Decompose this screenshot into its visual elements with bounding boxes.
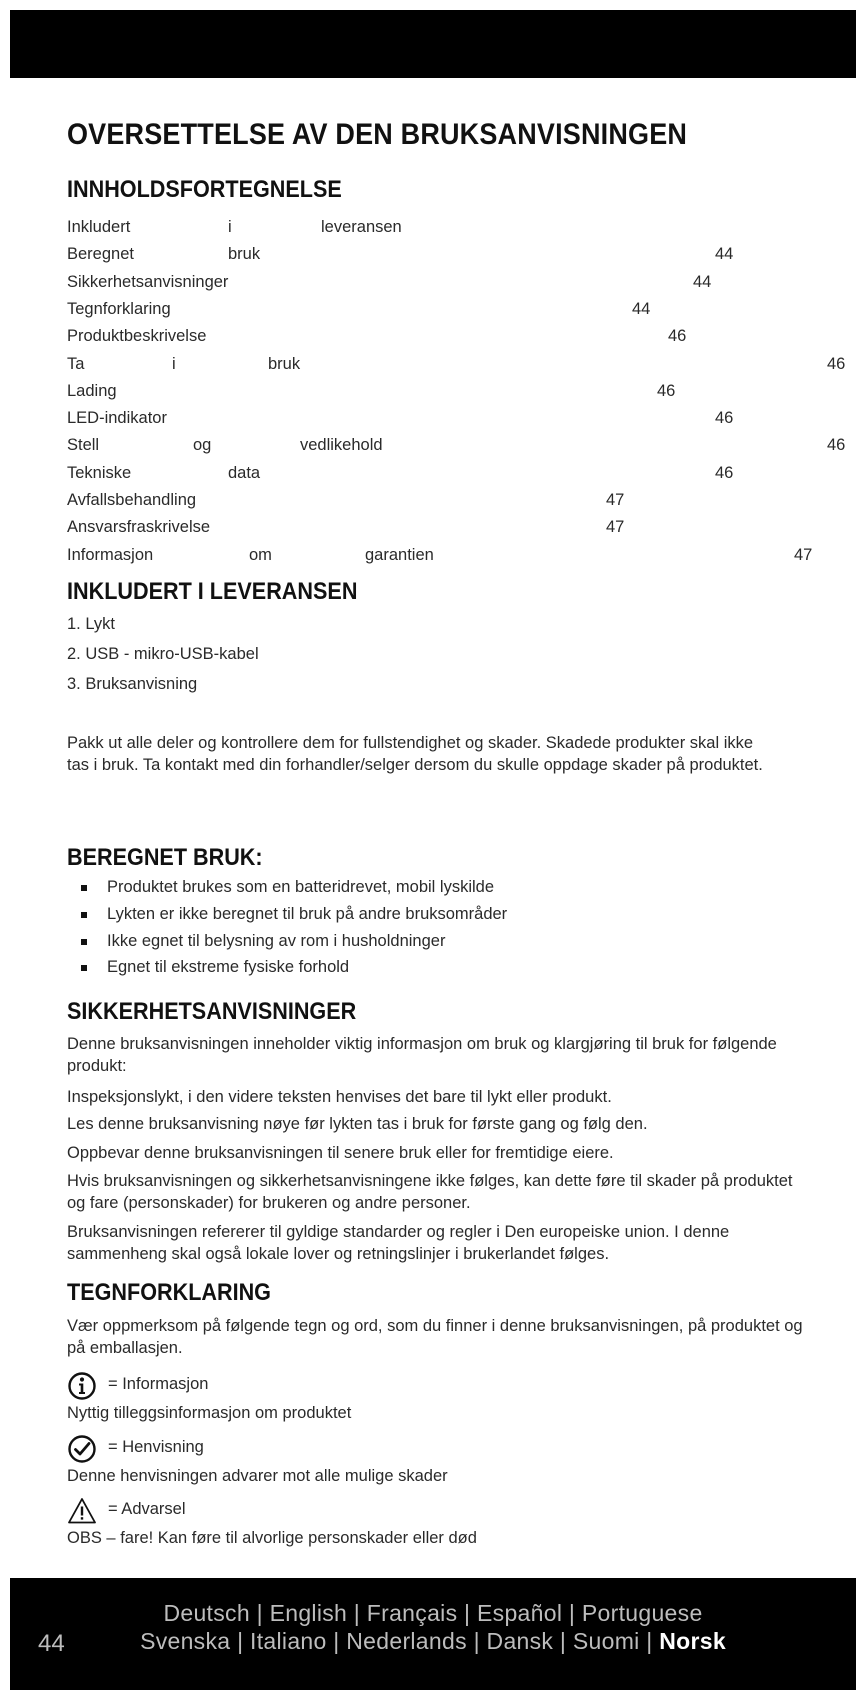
toc-page-number: 46 [657,381,676,400]
toc-row [67,546,866,568]
toc-entry-text: leveransen [321,218,402,236]
toc-page-number: 46 [715,463,734,482]
legend-info-desc: Nyttig tilleggsinformasjon om produktet [67,1404,352,1422]
toc-row [67,518,866,540]
footer-bar [10,1578,856,1690]
toc-entry-text: Lading [67,381,117,400]
intended-use-heading: BEREGNET BRUK: [67,844,263,871]
toc-page-number: 46 [827,436,846,455]
included-heading: INKLUDERT I LEVERANSEN [67,578,358,605]
legend-warning-desc: OBS – fare! Kan føre til alvorlige personskader eller død [67,1529,477,1547]
page-title: OVERSETTELSE AV DEN BRUKSANVISNINGEN [67,118,688,151]
safety-paragraph-4: Oppbevar denne bruksanvisningen til senere bruk eller for fremtidige eiere. [67,1144,614,1162]
legend-intro: Vær oppmerksom på følgende tegn og ord, som du finner i denne bruksanvisningen, på produktet og på emballasjen. [67,1317,803,1357]
toc-page-number: 44 [715,245,734,264]
toc-entry-text: Sikkerhetsanvisninger [67,272,229,291]
toc-entry-text: LED-indikator [67,409,167,428]
language-list-line-1: Deutsch | English | Français | Español | Portuguese [163,1600,703,1626]
toc-entry-text: Inkludert [67,218,131,236]
toc-row [67,273,866,295]
toc-entry-text: Produktbeskrivelse [67,327,207,346]
info-icon [67,1371,97,1401]
toc-entry-text: Ansvarsfraskrivelse [67,518,211,537]
legend-reference-label: = Henvisning [108,1438,204,1456]
toc-entry-text: om [249,545,272,564]
warning-icon [67,1496,97,1526]
legend-info-label: = Informasjon [108,1375,209,1393]
toc-entry-text: i [228,218,232,236]
toc-entry-text: garantien [365,545,434,564]
toc-row [67,327,866,349]
toc-entry-text: data [228,463,261,482]
toc-entry-text: Avfallsbehandling [67,491,197,509]
toc-page-number: 47 [794,545,813,564]
language-list-line-2: Svenska | Italiano | Nederlands | Dansk | Suomi | Norsk [140,1628,726,1654]
toc-row [67,218,866,240]
safety-heading: SIKKERHETSANVISNINGER [67,998,357,1025]
toc-row [67,382,866,404]
toc-entry-text: Tegnforklaring [67,299,171,318]
toc-row [67,245,866,267]
toc-entry-text: og [193,436,212,455]
safety-paragraph-5: Hvis bruksanvisningen og sikkerhetsanvisningene ikke følges, kan dette føre til skader på produktet og fare (personskader) for brukeren og andre personer. [67,1172,793,1212]
legend-reference-desc: Denne henvisningen advarer mot alle mulige skader [67,1467,448,1485]
legend-heading: TEGNFORKLARING [67,1279,271,1306]
safety-paragraph-2: Inspeksjonslykt, i den videre teksten henvises det bare til lykt eller produkt. [67,1088,612,1106]
toc-entry-text: Ta [67,354,85,373]
toc-page-number: 44 [693,272,712,291]
toc-row [67,436,866,458]
toc-row [67,464,866,486]
toc-entry-text: bruk [268,354,301,373]
toc-entry-text: Stell [67,436,100,455]
included-item-3: 3. Bruksanvisning [67,675,198,693]
toc-entry-text: vedlikehold [300,436,383,455]
included-note: Pakk ut alle deler og kontrollere dem for fullstendighet og skader. Skadede produkter skal ikke tas i bruk. Ta kontakt med din forhandler/selger dersom du skulle oppdage skader på produktet. [67,734,763,774]
safety-paragraph-1: Denne bruksanvisningen inneholder viktig informasjon om bruk og klargjøring til bruk for følgende produkt: [67,1035,777,1075]
page-number: 44 [38,1630,65,1657]
header-bar [10,10,856,78]
toc-entry-text: Beregnet [67,245,134,264]
toc-entry-text: Informasjon [67,545,154,564]
table-of-contents [67,218,866,564]
toc-row [67,300,866,322]
toc-page-number: 46 [827,354,846,373]
toc-heading: INNHOLDSFORTEGNELSE [67,176,342,203]
safety-paragraph-6: Bruksanvisningen refererer til gyldige standarder og regler i Den europeiske union. I denne sammenheng skal også lokale lover og retningslinjer i brukerlandet følges. [67,1223,730,1263]
toc-page-number: 47 [606,491,625,509]
included-item-1: 1. Lykt [67,615,115,633]
included-item-2: 2. USB - mikro-USB-kabel [67,645,259,663]
toc-entry-text: Tekniske [67,463,132,482]
toc-row [67,409,866,431]
active-language: Norsk [659,1628,726,1654]
toc-row [67,355,866,377]
toc-entry-text: i [172,354,176,373]
toc-entry-text: bruk [228,245,261,264]
toc-page-number: 47 [606,518,625,537]
toc-page-number: 46 [715,409,734,428]
toc-page-number: 44 [632,299,651,318]
checkmark-icon [67,1434,97,1464]
toc-row [67,491,866,513]
safety-paragraph-3: Les denne bruksanvisning nøye før lykten tas i bruk for første gang og følg den. [67,1115,648,1133]
legend-warning-label: = Advarsel [108,1500,186,1518]
toc-page-number: 46 [668,327,687,346]
